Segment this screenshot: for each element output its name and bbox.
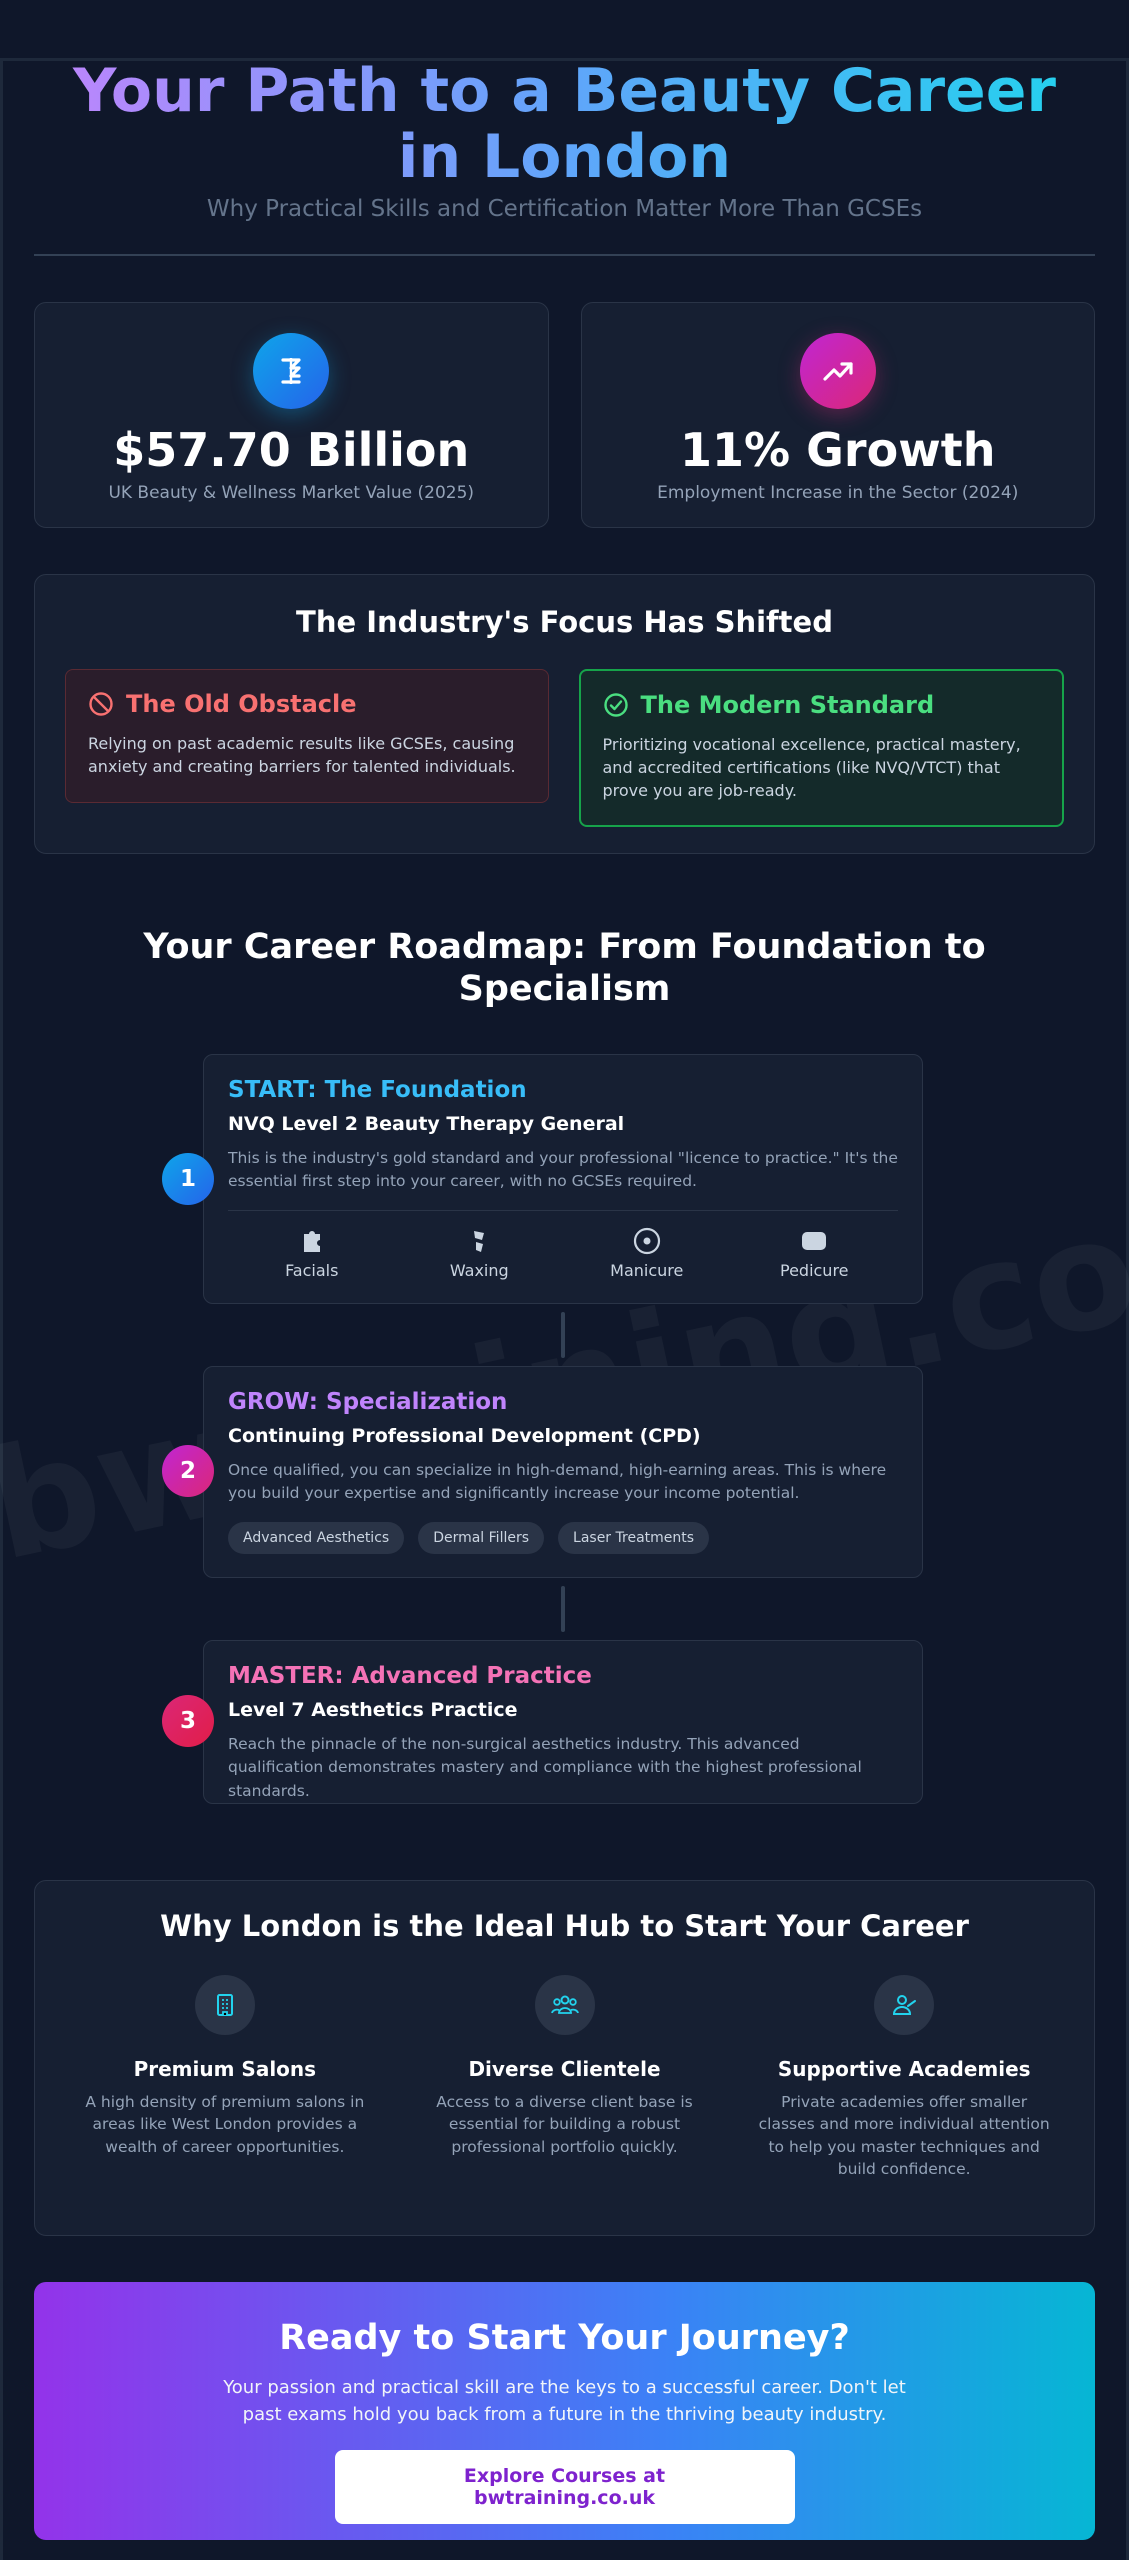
call-to-action-banner [34,2282,1095,2540]
ban-icon [88,691,114,717]
service-item [396,1227,564,1280]
stat-card-growth [581,302,1096,528]
explore-courses-button[interactable]: Explore Courses at bwtraining.co.uk [335,2450,795,2524]
target-icon [563,1227,731,1255]
stats-row [34,302,1095,528]
foot-icon [731,1227,899,1255]
service-label: Manicure [610,1260,684,1280]
roadmap-connector [561,1586,565,1632]
feature-text: A high density of premium salons in areas like West London provides a wealth of career opportunities. [85,2093,365,2156]
building-icon [195,1975,255,2035]
feature-item [55,1975,395,2181]
feature-title: Premium Salons [133,2057,317,2081]
page-content [0,58,1129,2540]
feature-item [734,1975,1074,2181]
step-heading: MASTER: Advanced Practice [228,1663,592,1689]
teacher-icon [874,1975,934,2035]
cta-text: Your passion and practical skill are the keys to a successful career. Don't let past exams hold you back from a future in the thriving beauty industry. [223,2377,906,2425]
header-divider [34,254,1095,256]
step-heading: START: The Foundation [228,1077,527,1103]
london-features [55,1975,1074,2181]
tag-chip: Advanced Aesthetics [228,1522,404,1554]
service-item [228,1227,396,1280]
step-subheading: NVQ Level 2 Beauty Therapy General [228,1113,625,1135]
check-circle-icon [603,692,629,718]
step-number-badge: 3 [162,1695,214,1747]
stat-card-market [34,302,549,528]
service-item [563,1227,731,1280]
stat-label: Employment Increase in the Sector (2024) [657,483,1019,503]
service-label: Waxing [449,1260,509,1280]
page-title: Your Path to a Beauty Career in London [34,58,1095,190]
modern-standard-header [603,691,1041,719]
money-icon [253,333,329,409]
page-subtitle: Why Practical Skills and Certification Matter More Than GCSEs [206,196,923,222]
london-hub-panel [34,1880,1095,2236]
section-title: Why London is the Ideal Hub to Start Your Career [160,1909,969,1943]
roadmap-step-foundation [179,1054,923,1304]
roadmap-step-specialization [179,1366,923,1578]
puzzle-icon [228,1227,396,1255]
step-description: Reach the pinnacle of the non-surgical aesthetics industry. This advanced qualification demonstrates mastery and compliance with the highest professional standards. [228,1735,862,1800]
modern-standard-card [579,669,1065,827]
feature-title: Diverse Clientele [468,2057,661,2081]
service-list [228,1210,898,1280]
feature-title: Supportive Academies [777,2057,1031,2081]
tag-chip: Dermal Fillers [418,1522,544,1554]
trending-up-icon [800,333,876,409]
service-item [731,1227,899,1280]
modern-standard-heading: The Modern Standard [640,691,935,719]
step-description: This is the industry's gold standard and your professional "licence to practice." It's the essential first step into your career, with no GCSEs required. [228,1149,898,1191]
step-description: Once qualified, you can specialize in high-demand, high-earning areas. This is where you build your expertise and significantly increase your income potential. [228,1461,887,1503]
section-title: The Industry's Focus Has Shifted [296,605,833,639]
group-icon [535,1975,595,2035]
shift-comparison [65,669,1064,827]
step-subheading: Continuing Professional Development (CPD) [228,1425,701,1447]
feature-item [395,1975,735,2181]
old-obstacle-header [88,690,526,718]
service-label: Pedicure [779,1260,849,1280]
roadmap-title: Your Career Roadmap: From Foundation to Specialism [143,927,986,1009]
feature-text: Access to a diverse client base is essential for building a robust professional portfolio quickly. [436,2093,693,2156]
stat-value: 11% Growth [680,423,996,477]
cta-title: Ready to Start Your Journey? [279,2318,850,2358]
service-label: Facials [285,1260,339,1280]
modern-standard-text: Prioritizing vocational excellence, practical mastery, and accredited certifications (like NVQ/VTCT) that prove you are job-ready. [602,735,1021,801]
old-obstacle-text: Relying on past academic results like GCSEs, causing anxiety and creating barriers for talented individuals. [88,734,516,777]
specialization-tags [228,1522,898,1554]
step-number-badge: 2 [162,1445,214,1497]
roadmap-step-mastery [179,1640,923,1804]
career-roadmap [179,1054,923,1804]
old-obstacle-card [65,669,549,803]
stat-label: UK Beauty & Wellness Market Value (2025) [108,483,475,503]
roadmap-connector [561,1312,565,1358]
step-number-badge: 1 [162,1153,214,1205]
wax-strip-icon [396,1227,564,1255]
step-subheading: Level 7 Aesthetics Practice [228,1699,518,1721]
stat-value: $57.70 Billion [113,423,470,477]
old-obstacle-heading: The Old Obstacle [126,690,357,718]
industry-shift-panel [34,574,1095,854]
step-heading: GROW: Specialization [228,1389,508,1415]
tag-chip: Laser Treatments [558,1522,709,1554]
feature-text: Private academies offer smaller classes and more individual attention to help you master techniques and build confidence. [758,2093,1050,2179]
